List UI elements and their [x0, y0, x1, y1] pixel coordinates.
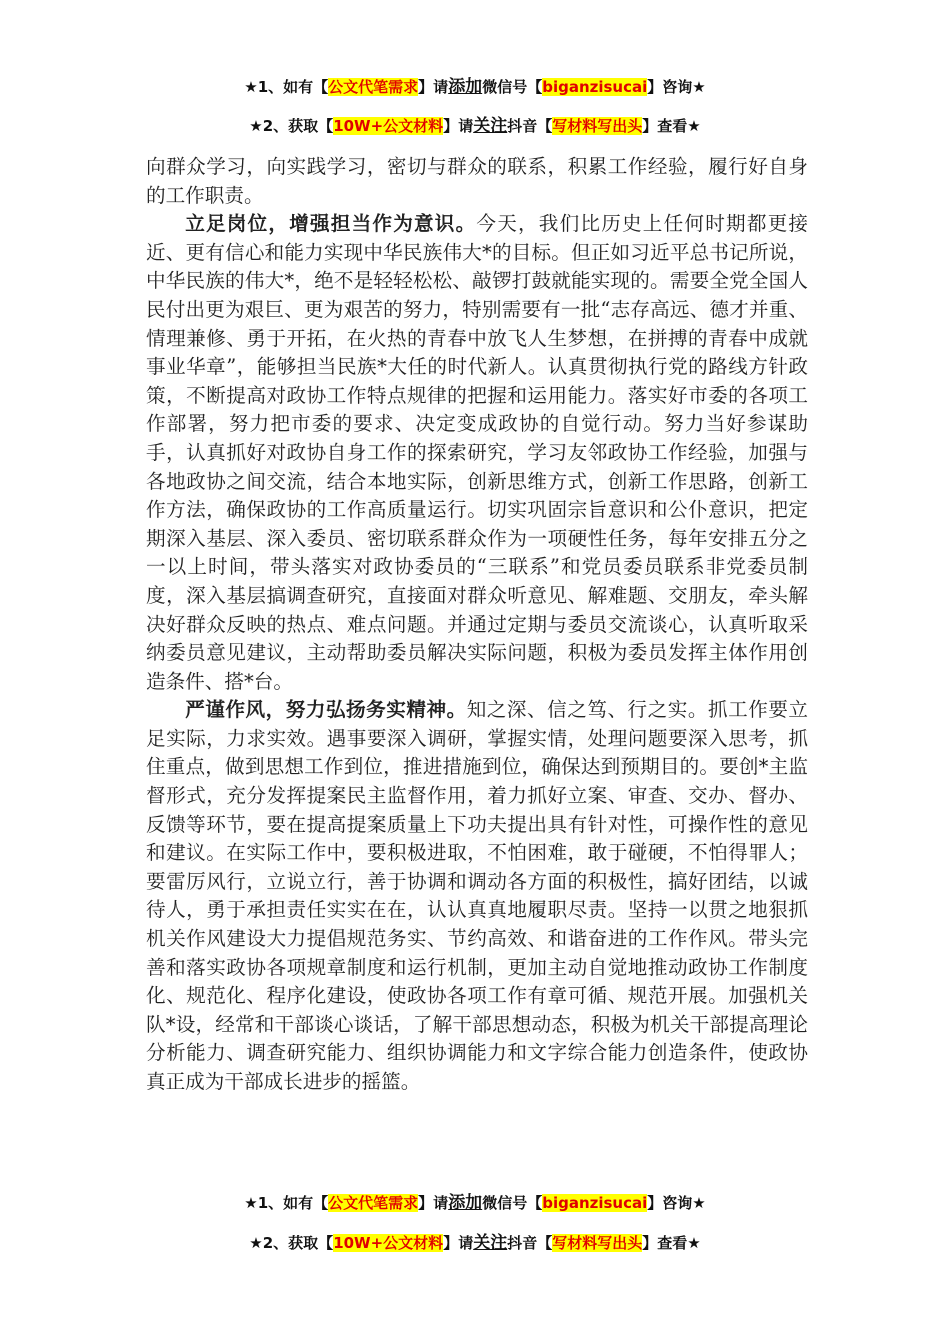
- banner-text: 】咨询★: [647, 78, 706, 96]
- paragraph-text: 知之深、信之笃、行之实。抓工作要立足实际，力求实效。遇事要深入调研，掌握实情，处理问题要深入思考，抓住重点，做到思想工作到位，推进措施到位，确保达到预期目的。要创*主监督形式，充分发挥提案民主监督作用，着力抓好立案、审查、交办、督办、反馈等环节，要在提高提案质量上下功夫提出具有针对性，可操作性的意见和建议。在实际工作中，要积极进取，不怕困难，敢于碰硬，不怕得罪人；要雷厉风行，立说立行，善于协调和调动各方面的积极性，搞好团结，以诚待人，勇于承担责任实实在在，认认真真地履职尽责。坚持一以贯之地狠抓机关作风建设大力提倡规范务实、节约高效、和谐奋进的工作作风。带头完善和落实政协各项规章制度和运行机制，更加主动自觉地推动政协工作制度化、规范化、程序化建设，使政协各项工作有章可循、规范开展。加强机关队*设，经常和干部谈心谈话，了解干部思想动态，积极为机关干部提高理论分析能力、调查研究能力、组织协调能力和文字综合能力创造条件，使政协真正成为干部成长进步的摇篮。: [146, 698, 809, 1093]
- banner-underlined: 关注: [473, 1233, 508, 1253]
- banner-text: 抖音【: [507, 117, 553, 135]
- banner-text: 】请: [443, 117, 474, 135]
- banner-highlight: 公文代笔需求: [328, 1194, 419, 1212]
- banner-highlight-wechat: biganzisucai: [542, 1194, 648, 1212]
- banner-highlight-wechat: biganzisucai: [542, 78, 648, 96]
- banner-text: 】查看★: [642, 1234, 701, 1252]
- banner-highlight: 公文代笔需求: [328, 78, 419, 96]
- paragraph-heading: 严谨作风，努力弘扬务实精神。: [185, 698, 467, 722]
- banner-text: 】请: [418, 78, 449, 96]
- paragraph-text: 向群众学习，向实践学习，密切与群众的联系，积累工作经验，履行好自身的工作职责。: [146, 155, 808, 207]
- promo-banner-top-2: [0, 111, 950, 136]
- paragraph-section: [146, 696, 808, 1096]
- banner-text: 】查看★: [642, 117, 701, 135]
- banner-text: 】咨询★: [647, 1194, 706, 1212]
- document-body: [146, 153, 808, 1097]
- banner-highlight-douyin: 写材料写出头: [552, 117, 643, 135]
- banner-text: 微信号【: [482, 78, 543, 96]
- banner-highlight-douyin: 写材料写出头: [552, 1234, 643, 1252]
- paragraph-section: [146, 210, 808, 696]
- paragraph-heading: 立足岗位，增强担当作为意识。: [185, 212, 477, 236]
- banner-text: ★2、获取【: [249, 117, 334, 135]
- banner-highlight: 10W+公文材料: [333, 1234, 444, 1252]
- banner-underlined: 添加: [448, 77, 483, 97]
- promo-banner-top-1: [0, 72, 950, 97]
- banner-underlined: 添加: [448, 1193, 483, 1213]
- promo-banner-bottom-2: [0, 1228, 950, 1253]
- banner-text: 抖音【: [507, 1234, 553, 1252]
- promo-banner-bottom-1: [0, 1188, 950, 1213]
- paragraph-continued: [146, 153, 808, 210]
- banner-text: 】请: [418, 1194, 449, 1212]
- banner-highlight: 10W+公文材料: [333, 117, 444, 135]
- banner-text: ★2、获取【: [249, 1234, 334, 1252]
- banner-text: ★1、如有【: [244, 78, 329, 96]
- banner-text: ★1、如有【: [244, 1194, 329, 1212]
- paragraph-text: 今天，我们比历史上任何时期都更接近、更有信心和能力实现中华民族伟大*的目标。但正如习近平总书记所说，中华民族的伟大*，绝不是轻轻松松、敲锣打鼓就能实现的。需要全党全国人民付出更为艰巨、更为艰苦的努力，特别需要有一批“志存高远、德才并重、情理兼修、勇于开拓，在火热的青春中放飞人生梦想，在拼搏的青春中成就事业华章”，能够担当民族*大任的时代新人。认真贯彻执行党的路线方针政策，不断提高对政协工作特点规律的把握和运用能力。落实好市委的各项工作部署，努力把市委的要求、决定变成政协的自觉行动。努力当好参谋助手，认真抓好对政协自身工作的探索研究，学习友邻政协工作经验，加强与各地政协之间交流，结合本地实际，创新思维方式，创新工作思路，创新工作方法，确保政协的工作高质量运行。切实巩固宗旨意识和公仆意识，把定期深入基层、深入委员、密切联系群众作为一项硬性任务，每年安排五分之一以上时间，带头落实对政协委员的“三联系”和党员委员联系非党委员制度，深入基层搞调查研究，直接面对群众听意见、解难题、交朋友，牵头解决好群众反映的热点、难点问题。并通过定期与委员交流谈心，认真听取采纳委员意见建议，主动帮助委员解决实际问题，积极为委员发挥主体作用创造条件、搭*台。: [146, 212, 809, 693]
- banner-text: 】请: [443, 1234, 474, 1252]
- banner-underlined: 关注: [473, 116, 508, 136]
- banner-text: 微信号【: [482, 1194, 543, 1212]
